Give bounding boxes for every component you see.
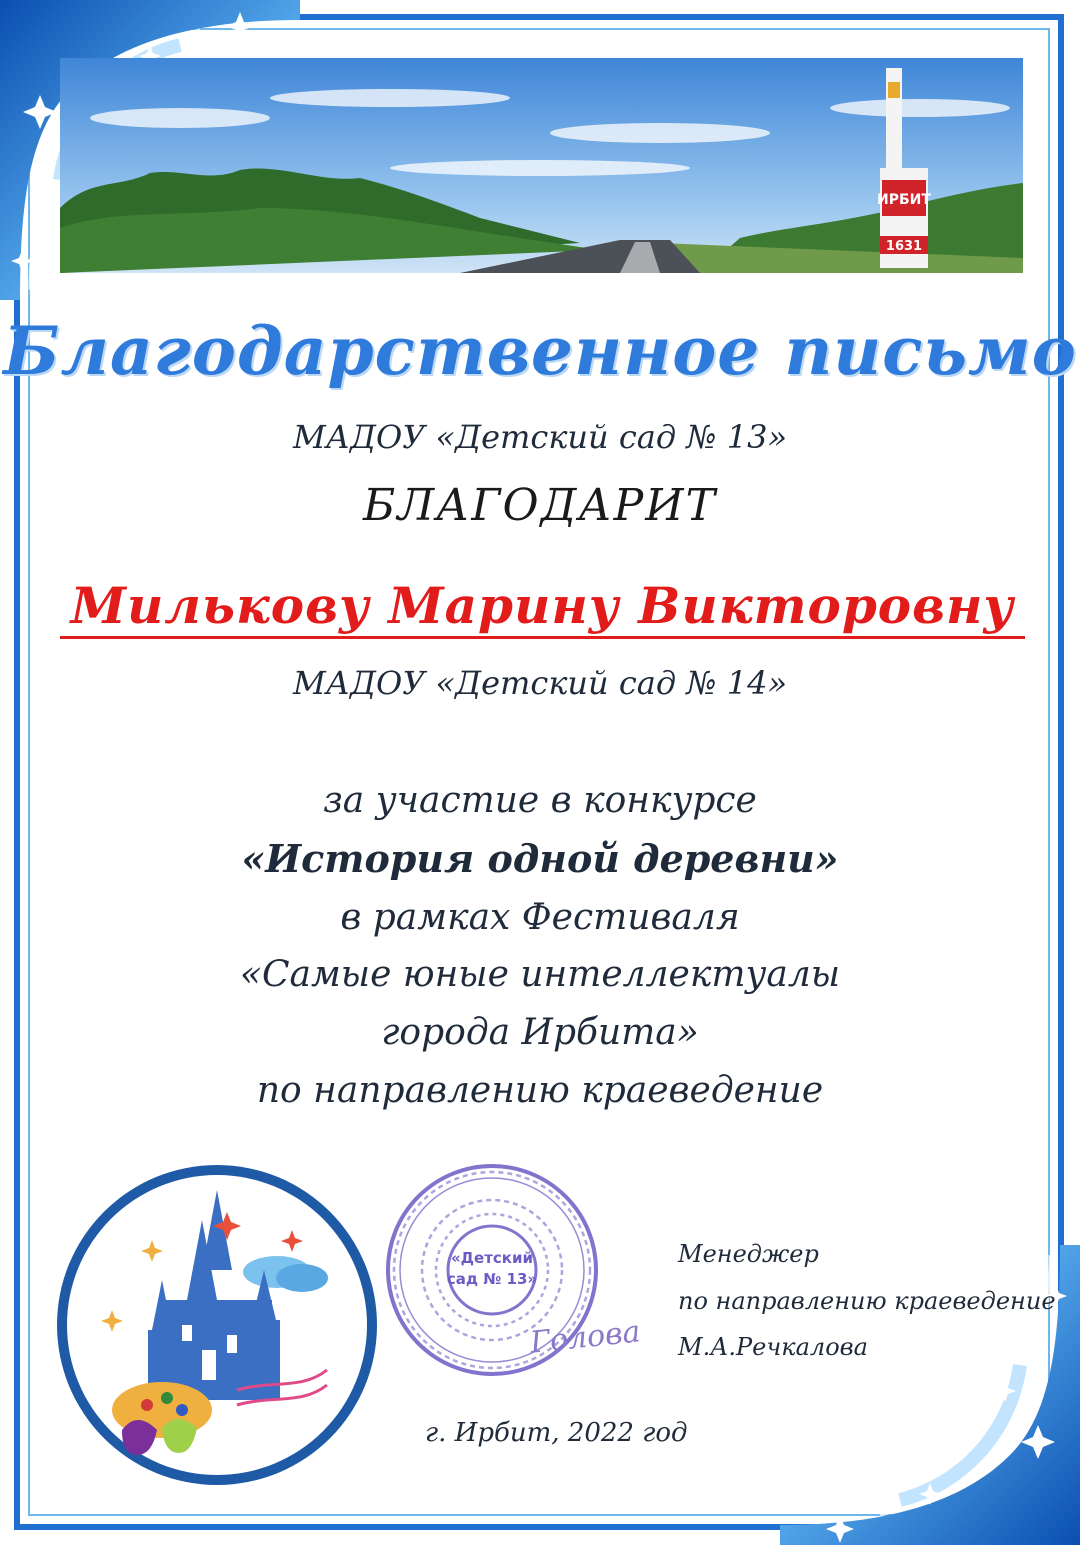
sign-city-text: ИРБИТ [877,192,931,208]
letter-title: Благодарственное письмо [3,312,1077,390]
landscape-banner [60,58,1023,273]
manager-department: по направлению краеведение [678,1287,1056,1315]
contest-name: «История одной деревни» [241,836,839,881]
body-line-1: за участие в конкурсе [323,780,757,821]
body-line-6: по направлению краеведение [256,1070,824,1111]
body-line-3: в рамках Фестиваля [340,897,740,938]
recipient-name: Милькову Марину Викторовну [70,576,1015,635]
festival-logo [52,1160,382,1490]
festival-name-line-2: города Ирбита» [381,1012,699,1053]
recipient-underline [60,636,1025,639]
stamp-center-line-2: сад № 13» [446,1270,538,1288]
thanks-verb: БЛАГОДАРИТ [363,480,717,531]
stamp-center-line-1: «Детский [450,1249,534,1267]
place-and-date: г. Ирбит, 2022 год [425,1418,688,1448]
manager-name: М.А.Речкалова [678,1333,868,1361]
festival-name-line-1: «Самые юные интеллектуалы [239,954,841,995]
manager-role: Менеджер [678,1240,819,1268]
recipient-org: МАДОУ «Детский сад № 14» [292,664,788,702]
handwritten-signature: Голова [528,1314,642,1361]
sign-year-text: 1631 [885,239,923,254]
sender-org: МАДОУ «Детский сад № 13» [292,418,788,456]
